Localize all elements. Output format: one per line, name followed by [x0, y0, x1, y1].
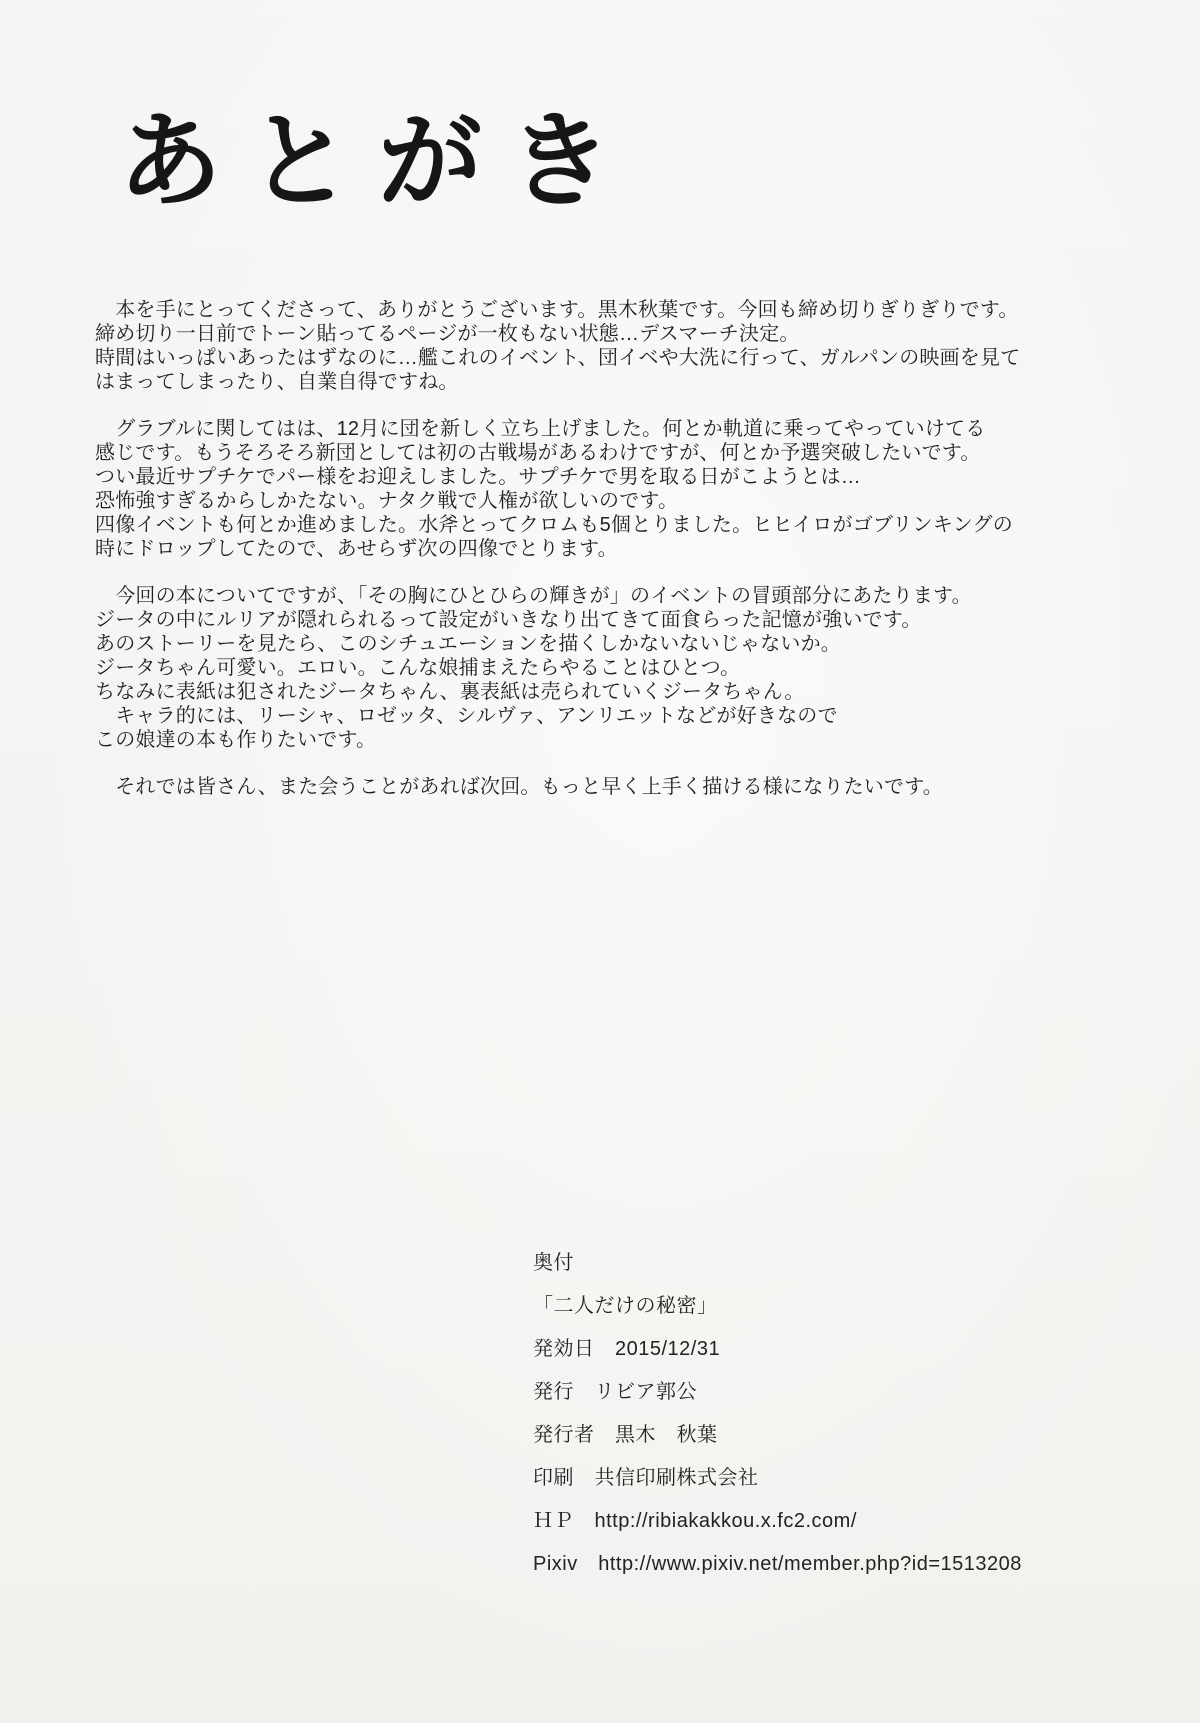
text-line: 時間はいっぱいあったはずなのに…艦これのイベント、団イベや大洗に行って、ガルパンの映画を見て: [95, 347, 1021, 369]
afterword-body: [95, 298, 1110, 822]
text-line: 時にドロップしてたので、あせらず次の四像でとります。: [95, 538, 618, 560]
text-line: 締め切り一日前でトーン貼ってるページが一枚もない状態…デスマーチ決定。: [95, 323, 800, 345]
text-line: ジータちゃん可愛い。エロい。こんな娘捕まえたらやることはひとつ。: [95, 657, 741, 679]
text-line: それでは皆さん、また会うことがあれば次回。もっと早く上手く描ける様になりたいです。: [95, 776, 943, 798]
colophon-book-title: 「二人だけの秘密」: [533, 1295, 718, 1317]
colophon-homepage-url: ＨＰ http://ribiakakkou.x.fc2.com/: [533, 1510, 857, 1532]
paragraph-3: [95, 584, 1110, 752]
paragraph-4: [95, 775, 1110, 799]
page-title: あとがき: [118, 99, 639, 222]
colophon: [533, 1242, 1093, 1586]
colophon-heading: 奥付: [533, 1252, 574, 1274]
colophon-pixiv-url: Pixiv http://www.pixiv.net/member.php?id=1513208: [533, 1553, 1022, 1575]
text-line: この娘達の本も作りたいです。: [95, 729, 377, 751]
colophon-author: 発行者 黒木 秋葉: [533, 1424, 718, 1446]
text-line: ちなみに表紙は犯されたジータちゃん、裏表紙は売られていくジータちゃん。: [95, 681, 805, 703]
text-line: グラブルに関してはは、12月に団を新しく立ち上げました。何とか軌道に乗ってやっていけてる: [95, 418, 986, 440]
text-line: キャラ的には、リーシャ、ロゼッタ、シルヴァ、アンリエットなどが好きなので: [95, 705, 838, 727]
text-line: あのストーリーを見たら、このシチュエーションを描くしかないないじゃないか。: [95, 633, 841, 655]
colophon-issue-date: 発効日 2015/12/31: [533, 1338, 721, 1360]
paragraph-2: [95, 417, 1110, 561]
text-line: 今回の本についてですが、「その胸にひとひらの輝きが」のイベントの冒頭部分にあたります。: [95, 585, 972, 607]
text-line: 恐怖強すぎるからしかたない。ナタク戦で人権が欲しいのです。: [95, 490, 679, 512]
text-line: 四像イベントも何とか進めました。水斧とってクロムも5個とりました。ヒヒイロがゴブリンキングの: [95, 514, 1013, 536]
colophon-printer: 印刷 共信印刷株式会社: [533, 1467, 759, 1489]
paragraph-1: [95, 298, 1110, 394]
text-line: 感じです。もうそろそろ新団としては初の古戦場があるわけですが、何とか予選突破したいです。: [95, 442, 981, 464]
text-line: はまってしまったり、自業自得ですね。: [95, 371, 459, 393]
text-line: ジータの中にルリアが隠れられるって設定がいきなり出てきて面食らった記憶が強いです。: [95, 609, 922, 631]
text-line: つい最近サプチケでパー様をお迎えしました。サプチケで男を取る日がこようとは…: [95, 466, 861, 488]
colophon-publisher-circle: 発行 リビア郭公: [533, 1381, 697, 1403]
text-line: 本を手にとってくださって、ありがとうございます。黒木秋葉です。今回も締め切りぎりぎりです。: [95, 299, 1019, 321]
